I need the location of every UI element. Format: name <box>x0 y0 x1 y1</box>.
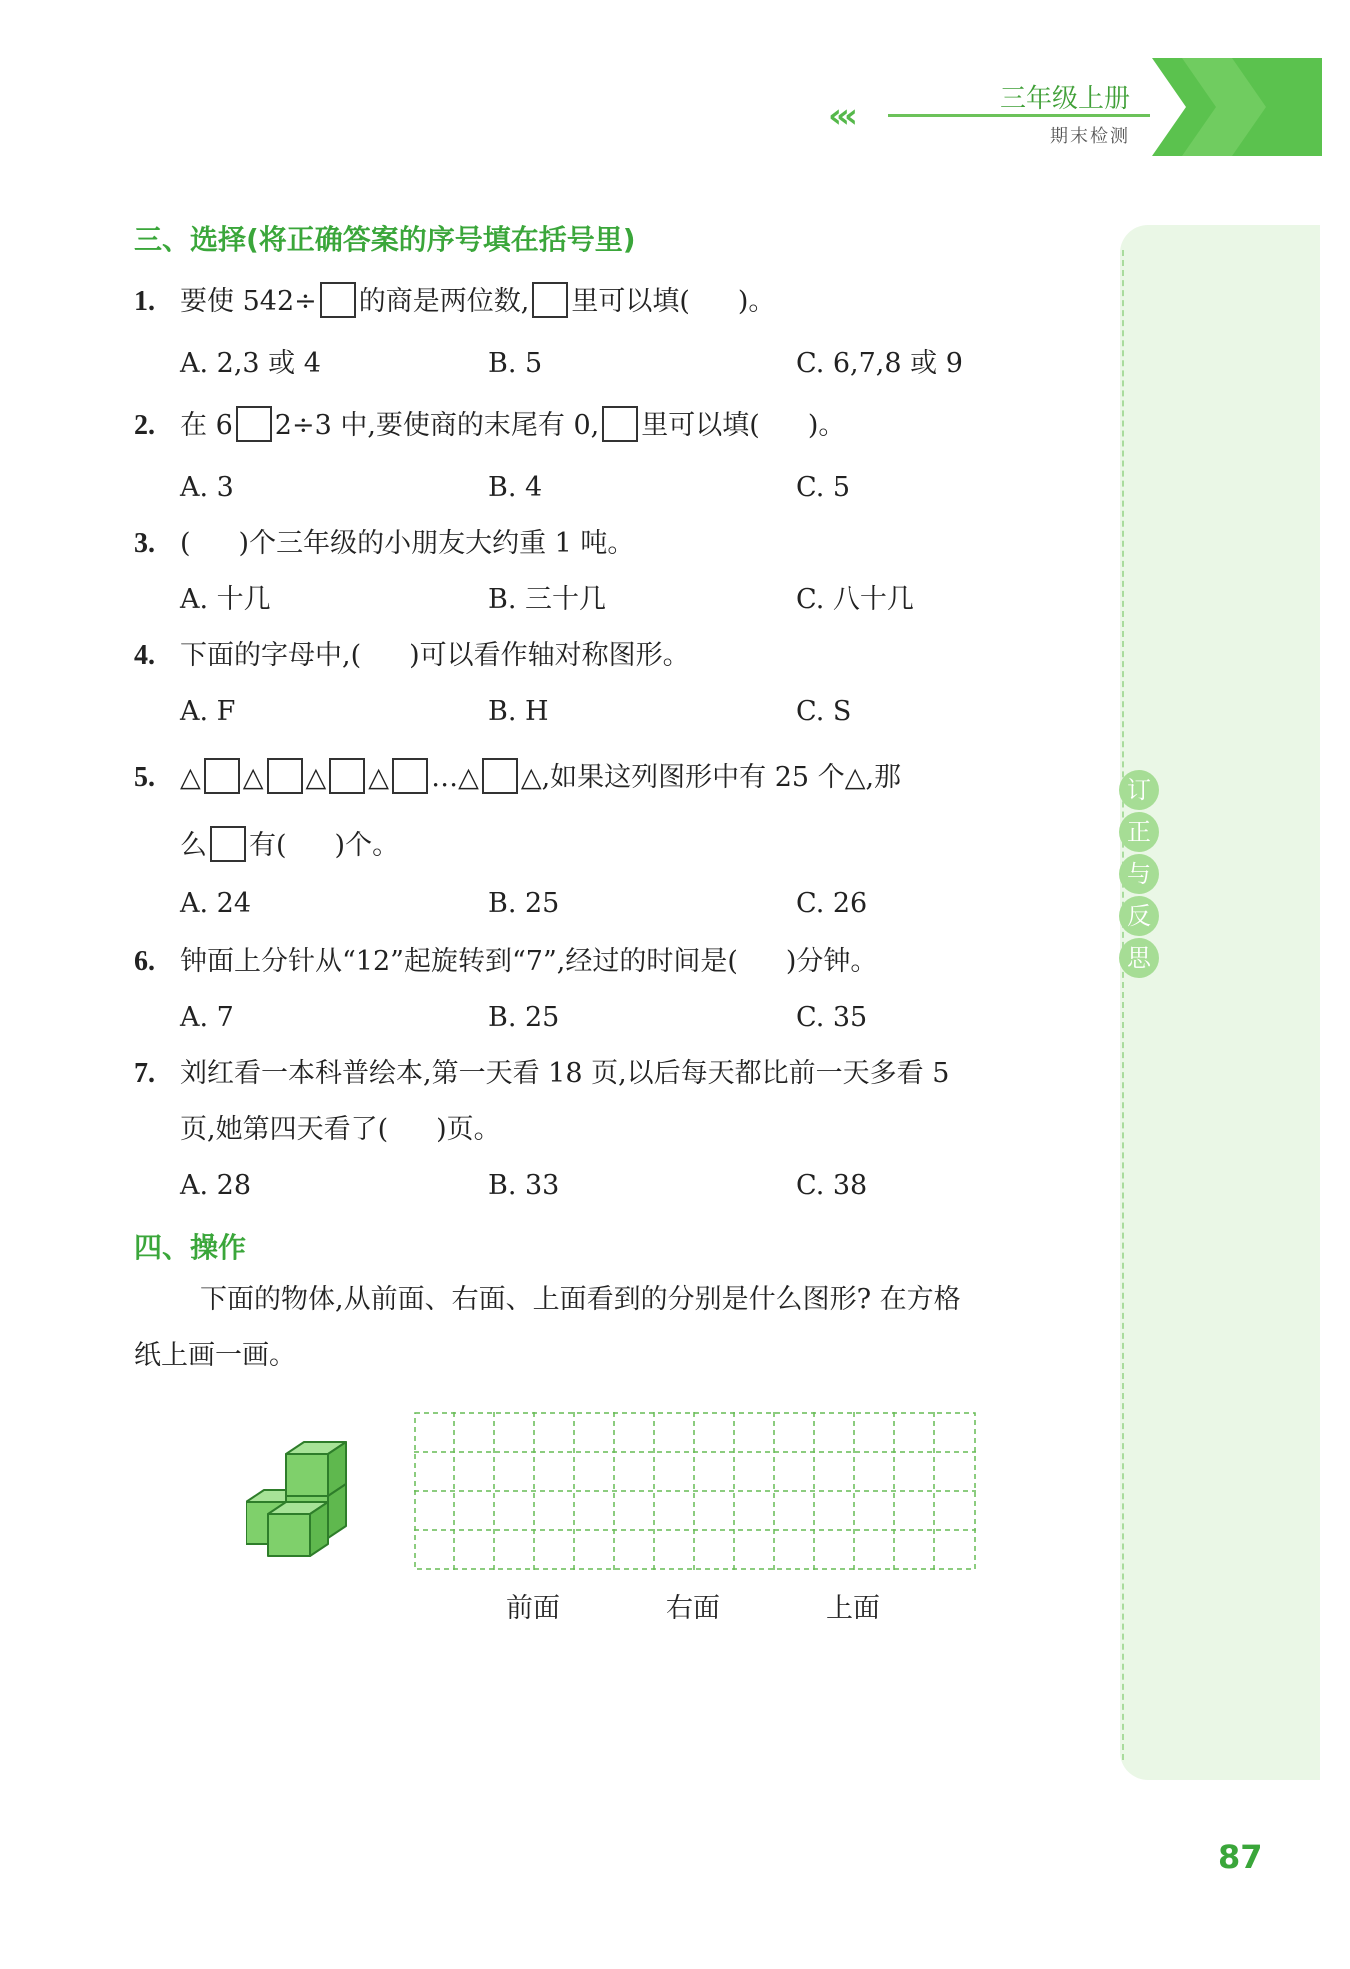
answer-blank[interactable] <box>760 410 808 441</box>
answer-blank[interactable] <box>388 1114 436 1145</box>
blank-box[interactable] <box>532 282 568 318</box>
square-shape <box>329 758 365 794</box>
triangle-shape: △ <box>520 762 542 793</box>
question-4 <box>134 636 690 676</box>
sidebar-char: 与 <box>1119 854 1159 894</box>
question-text: 要使 542÷ <box>180 286 317 317</box>
question-text: 钟面上分针从“12”起旋转到“7”,经过的时间是( <box>180 946 738 977</box>
question-7 <box>134 1054 949 1094</box>
blank-box[interactable] <box>236 406 272 442</box>
answer-blank[interactable] <box>361 640 409 671</box>
question-text: 下面的字母中,( <box>180 640 362 671</box>
square-shape <box>204 758 240 794</box>
square-shape <box>267 758 303 794</box>
question-text: 页,她第四天看了( <box>180 1114 389 1145</box>
question-text: 有( <box>249 830 287 861</box>
answer-blank[interactable] <box>191 528 239 559</box>
question-text: )分钟。 <box>785 946 878 977</box>
square-shape <box>482 758 518 794</box>
view-label-front: 前面 <box>506 1593 560 1624</box>
page-number: 87 <box>1218 1838 1263 1876</box>
sidebar-char: 思 <box>1119 938 1159 978</box>
question-number: 1. <box>134 286 155 317</box>
question-text: 在 6 <box>180 410 233 441</box>
question-text: ,那 <box>865 762 902 793</box>
header-grade: 三年级上册 <box>1000 84 1131 114</box>
option-b: B. 4 <box>488 472 543 503</box>
answer-blank[interactable] <box>287 830 335 861</box>
question-text: 里可以填( <box>571 286 690 317</box>
sidebar-dashed-line <box>1122 250 1124 1760</box>
option-a: A. 3 <box>180 472 234 503</box>
triangle-shape: △ <box>305 762 327 793</box>
header-subtitle: 期末检测 <box>1050 126 1130 147</box>
question-5 <box>134 758 901 798</box>
question-1 <box>134 282 775 322</box>
question-text: 刘红看一本科普绘本,第一天看 18 页,以后每天都比前一天多看 5 <box>180 1058 950 1089</box>
triangle-shape: △ <box>368 762 390 793</box>
question-number: 2. <box>134 410 155 441</box>
view-label-top: 上面 <box>826 1593 880 1624</box>
question-text: )。 <box>807 410 846 441</box>
option-b: B. 25 <box>488 888 560 919</box>
instruction-line-2: 纸上画一画。 <box>134 1340 296 1371</box>
option-a: A. 7 <box>180 1002 234 1033</box>
option-a: A. 28 <box>180 1170 252 1201</box>
question-text: ,如果这列图形中有 25 个 <box>541 762 845 793</box>
question-text: 里可以填( <box>641 410 760 441</box>
option-c: C. S <box>796 696 852 727</box>
question-5-line-2 <box>180 826 399 866</box>
ellipsis: … <box>431 762 459 793</box>
question-number: 4. <box>134 640 155 671</box>
question-text: )可以看作轴对称图形。 <box>409 640 690 671</box>
sidebar-label <box>1119 770 1163 980</box>
option-c: C. 38 <box>796 1170 868 1201</box>
section-3-title: 三、选择(将正确答案的序号填在括号里) <box>134 223 636 256</box>
option-c: C. 5 <box>796 472 851 503</box>
option-a: A. F <box>180 696 236 727</box>
square-shape <box>392 758 428 794</box>
section-4-title: 四、操作 <box>134 1231 247 1264</box>
chevrons-left-icon: ‹‹‹ <box>828 96 853 136</box>
option-b: B. 三十几 <box>488 584 607 615</box>
triangle-shape: △ <box>458 762 479 793</box>
question-number: 5. <box>134 762 155 793</box>
notes-sidebar <box>1120 225 1320 1780</box>
cube-stack-figure <box>246 1440 358 1562</box>
drawing-grid[interactable] <box>414 1412 976 1570</box>
question-number: 6. <box>134 946 155 977</box>
view-label-right: 右面 <box>666 1593 720 1624</box>
square-shape <box>210 826 246 862</box>
option-a: A. 十几 <box>180 584 271 615</box>
question-6 <box>134 942 877 982</box>
question-number: 3. <box>134 528 155 559</box>
option-a: A. 24 <box>180 888 252 919</box>
triangle-shape: △ <box>242 762 264 793</box>
instruction-line-1: 下面的物体,从前面、右面、上面看到的分别是什么图形? 在方格 <box>200 1284 961 1315</box>
question-7-line-2 <box>180 1110 501 1150</box>
question-text: )个三年级的小朋友大约重 1 吨。 <box>238 528 635 559</box>
header-banner <box>1152 58 1322 156</box>
question-text: )个。 <box>334 830 400 861</box>
answer-blank[interactable] <box>738 946 786 977</box>
option-c: C. 26 <box>796 888 868 919</box>
question-text: 么 <box>180 830 207 861</box>
option-a: A. 2,3 或 4 <box>180 348 321 379</box>
triangle-shape: △ <box>180 762 201 793</box>
question-text: ( <box>180 528 191 559</box>
question-text: )页。 <box>436 1114 501 1145</box>
triangle-shape: △ <box>844 762 866 793</box>
option-b: B. 25 <box>488 1002 560 1033</box>
blank-box[interactable] <box>602 406 638 442</box>
question-text: )。 <box>737 286 776 317</box>
question-text: 的商是两位数, <box>358 286 530 317</box>
question-3 <box>134 524 634 564</box>
question-number: 7. <box>134 1058 155 1089</box>
answer-blank[interactable] <box>690 286 738 317</box>
sidebar-char: 订 <box>1119 770 1159 810</box>
option-b: B. 5 <box>488 348 543 379</box>
question-text: 2÷3 中,要使商的末尾有 0, <box>274 410 600 441</box>
blank-box[interactable] <box>320 282 356 318</box>
sidebar-char: 正 <box>1119 812 1159 852</box>
option-b: B. H <box>488 696 549 727</box>
option-b: B. 33 <box>488 1170 560 1201</box>
option-c: C. 6,7,8 或 9 <box>796 348 963 379</box>
sidebar-char: 反 <box>1119 896 1159 936</box>
option-c: C. 35 <box>796 1002 868 1033</box>
option-c: C. 八十几 <box>796 584 914 615</box>
question-2 <box>134 406 845 446</box>
